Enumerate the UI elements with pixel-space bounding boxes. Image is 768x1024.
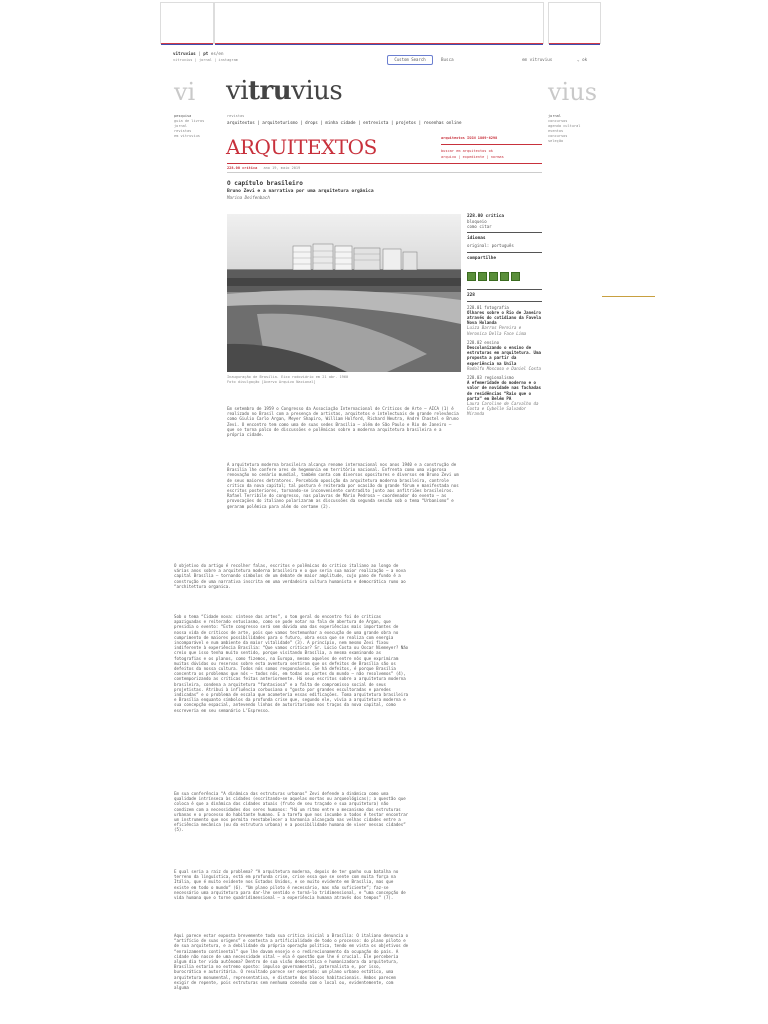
share-facebook-icon[interactable] bbox=[467, 272, 476, 281]
sidebar-issue-heading[interactable]: 228.00 crítica bbox=[467, 214, 505, 219]
related-title-2[interactable]: Descolonizando o ensino de estruturas em arquitetura. Uma proposta a partir da experiência na Unila bbox=[467, 345, 541, 366]
article-subtitle: Bruno Zevi e a narrativa por uma arquitetura orgânica bbox=[227, 189, 374, 194]
related-authors-1: Luiza Barros Pereira e Veronica Della Face Lima bbox=[467, 325, 527, 336]
ad-banner-center[interactable] bbox=[214, 2, 544, 44]
share-icons bbox=[467, 266, 542, 285]
article-sidebar bbox=[467, 214, 542, 417]
sidebar-issue-line-2[interactable]: como citar bbox=[467, 224, 492, 230]
ad-banner-left[interactable] bbox=[160, 2, 214, 44]
sidebar-idiomas-text[interactable]: original: português bbox=[467, 243, 514, 249]
arquitextos-issn: arquitextos ISSN 1809-6298 bbox=[441, 136, 498, 140]
sidebar-share-heading: compartilhe bbox=[467, 255, 497, 261]
revistas-label: revistas bbox=[227, 114, 245, 118]
article-paragraph-5: Em sua conferência “A dinâmica das estruturas urbanas” Zevi defende a dinâmica como uma qualidade intrínseca às cidades (escritando-se aquelas mortas ou arqueológicas); a questão que coloca é que a dinâmica das cidades atuais (fruto de seu traçado e sua arquitetura) não condizem com a necessidades dos seres humanos: “Há um ritmo entre o mecanismo das estruturas urbanas e o processo do habitante humano. E a tarefa que nos incumbe a todos é testar encontrar um instrumento que nos permita reestabelecer a harmonia alcançada nas velhas cidades entre a eficiência mecânica (ou da estrutura urbana) e a possibilidade humana de viver nessas cidades” (5). bbox=[174, 791, 409, 833]
search-scope-select[interactable]: em vitruvius bbox=[522, 57, 553, 62]
share-email-icon[interactable] bbox=[489, 272, 498, 281]
left-nav-pesquisa[interactable]: pesquisa bbox=[174, 114, 192, 118]
issue-date: ano 19, maio 2019 bbox=[263, 166, 301, 170]
related-tag-2[interactable]: 228.02 ensino bbox=[467, 339, 500, 345]
related-title-1[interactable]: Olhares sobre o Rio de Janeiro através do cotidiano da Favela Nova Holanda bbox=[467, 309, 541, 326]
article-paragraph-4: Sob o tema “Cidade nova: síntese das artes”, o tom geral do encontro foi de críticas apaziguadas e reiterado entusiasmo, como se pode notar na fala de abertura de Argan, que presidia o evento: “Este congresso será sem dúvida uma das experiências mais importantes de nossa vida de críticos de arte, pois que vamos testemunhar a execução de uma grande obra no cumprimento de maiores possibilidades para o futuro, obra essa que se realiza com energia incomparável e num ambiente da maior vitalidade” (3). A princípio, nem mesmo Zevi fixou indiferente à experiência Brasília: “Que vamos criticar? Sr. Lúcio Costa ou Oscar Niemeyer? Não creio que isso tenha muito sentido, porque visitando Brasília, a mesma examinando as fotografias e os planos, como fizemos, na Europa, mesmo aqueles de entre nós que exprimiram muitas dúvidas ou reservas sobre esta aventura sentiram que os defeitos de Brasília são os defeitos da nossa cultura. Todos nós somos responsáveis. Se há defeitos, é porque Brasília concentra os problemas que nós – todos nós, em todas as partes do mundo – não resolvemos” (4), contemporizando as críticas feitas anteriormente. Há seus escritos sobre a arquitetura moderna brasileira, condena a arquitetura “fantasiosa” e a falta de compromisso social de seus projetistas. Atribuí à influência corbusiana o “gosto por grandes escultoradas e paredes indicadas” e o problema de escala que acometeria essas edificações. Toma arquitetura brasileira e Brasília enquanto símbolos da profunda crise que, segundo ele, vivia a arquitetura moderna e sua concepção espacial, antevendo linhas de autoritarismo nos traços da nova capital, como escreveria em seu semanário L’Espresso. bbox=[174, 614, 409, 713]
ad-banner-right[interactable] bbox=[548, 2, 601, 44]
brasilia-photo-illustration bbox=[227, 214, 461, 372]
arquitextos-links[interactable]: arquivo | expediente | normas bbox=[441, 155, 504, 159]
left-nav bbox=[174, 114, 204, 139]
lang-alt-link[interactable]: es/en bbox=[210, 51, 224, 56]
chevron-down-icon: ⌄ bbox=[577, 57, 580, 62]
share-print-icon[interactable] bbox=[500, 272, 509, 281]
sidebar-idiomas-heading: idiomas bbox=[467, 236, 486, 242]
right-nav-concursos-2[interactable]: concursos bbox=[548, 134, 568, 138]
right-nav-jornal[interactable]: jornal bbox=[548, 114, 561, 118]
site-lang-bar bbox=[173, 51, 223, 57]
arquitextos-logo[interactable]: ARQUITEXTOS bbox=[226, 135, 377, 159]
lang-separator: | bbox=[195, 51, 204, 56]
left-nav-jornal[interactable]: jornal bbox=[174, 124, 187, 128]
left-nav-revistas[interactable]: revistas bbox=[174, 129, 192, 133]
revistas-links[interactable]: arquitextos | arquiteturismo | drops | minha cidade | entrevista | projetos | resenhas online bbox=[227, 120, 462, 125]
photo-caption: Inauguração de Brasília. Eixo rodoviário em 21 abr. 1960 bbox=[227, 375, 349, 379]
related-authors-3: Laura Caroline de Carvalho da Costa e Cybelle Salvador Miranda bbox=[467, 401, 539, 417]
issue-number[interactable]: 228.00 crítica bbox=[227, 166, 258, 170]
related-title-3[interactable]: A efemeridade do moderno e o valor de novidade nas fachadas de residências “Raio que o parta” em Belém PA bbox=[467, 380, 541, 401]
right-nav-concursos[interactable]: concursos bbox=[548, 119, 568, 123]
article-photo[interactable] bbox=[227, 214, 461, 372]
article-paragraph-6: E qual seria a raiz do problema? “A arquitetura moderna, depois de ter ganho sua batalha no terreno da linguística, está em profunda crise, crise essa que se sente com muita força na Itália, que é muito evidente nos Estados Unidos, e se muito evidente em Brasília, mas que existe em todo o mundo” (6). “Um plano piloto é necessário, mas não suficiente”; faz-se necessário uma arquitetura para dar-lhe sentido e torná-lo tridimensional, e “uma concepção de vida humana que o torne quadridimensional – a experiência humana através dos tempos” (7). bbox=[174, 869, 406, 901]
lang-pt-link[interactable]: pt bbox=[203, 51, 209, 56]
article-paragraph-2: A arquitetura moderna brasileira alcança renome internacional nos anos 1940 e a construção de Brasília lhe confere ares de hegemonia em território nacional. Enfrenta como uma vigorosa renovação no cenário mundial, também conta com diversos opositores e diversos em Bruno Zevi um de seus maiores detratores. Percebido oposição da arquitetura moderna brasileira, controle crítico da nova capital; tal postura é reiterada por ocasião do grande fórum e manifestada nos escritos posteriores, tornando-se inconveniente contradito junto aos anfitriões brasileiros. Rafael Terribile do congresso, nas palavras de Mário Pedrosa – coordenador do evento – as provocações do italiano polarizaram as discussões da segunda sessão sob o tema “Urbanismo” e geraram polêmica para além do certame (2). bbox=[227, 462, 459, 509]
vitruvius-logo[interactable]: vitruvius bbox=[226, 76, 343, 106]
sidebar-related-heading: 228 bbox=[467, 292, 475, 298]
related-tag-1[interactable]: 228.01 fotografia bbox=[467, 304, 509, 310]
related-authors-2: Rodolfo Moscoso e Daniel Costa bbox=[467, 365, 541, 371]
ghost-logo-right: vius bbox=[548, 78, 598, 106]
article-paragraph-7: Aqui parece estar exposta brevemente toda sua crítica inicial a Brasília: O italiano denuncia o “artifício de suas origens” e contesta a artificialidade de todo o processo: do plano piloto e de sua arquitetura, e a debilidade da própria operação política, tendo em vista os objetivos de “enraizamento continental” que lhe davam ensejo e o redirecionamento da ocupação do país. A cidade não nasce de uma necessidade vital – ela é questão que lhe é crucial. Ele perceberia algum dia ter vida autônoma? Dentro de sua visão democrática e humanizadora da arquitetura, Brasília estaria no extremo oposto: impulso governamental, paternalista e, por isso, burocrática e autoritária. O resultado parece ser esperado: um plano urbano estático, uma arquitetura monumental, representativa, e distante dos blocos habitacionais. Ambos parecem exigir de repente, pois estruturas sem nenhuma conexão com o local ou, evidentemente, com alguma bbox=[174, 933, 409, 991]
issue-line bbox=[227, 166, 300, 171]
article-paragraph-1: Em setembro de 1959 o Congresso da Associação Internacional de Críticos de Arte – AICA (1) é realizado no Brasil com a presença de artistas, arquitetos e intelectuais de grande relevância como Giulio Carlo Argan, Meyer Shapiro, William Holford, Richard Neutra, André Chastel e Bruno Zevi. O encontro tem como uma de suas sedes Brasília – além de São Paulo e Rio de Janeiro – que se torna palco de discussões e polêmicas sobre a moderna arquitetura brasileira e a própria cidade. bbox=[227, 406, 459, 438]
left-nav-guia[interactable]: guia de livros bbox=[174, 119, 205, 123]
custom-search-button[interactable]: Custom Search bbox=[387, 55, 433, 65]
article-paragraph-3: O objetivo do artigo é recolher falas, escritos e polêmicas do crítico italiano ao longo de várias anos sobre a arquitetura moderna brasileira e o que seria sua maior realização – a nova capital Brasília – tornando símbolos de um debate de maior amplitude, cujo pano de fundo é a construção de uma narrativa inscrita em uma verdadeira cultura humanista e democrática rumo ao “architettura organica. bbox=[174, 563, 406, 589]
site-name-link[interactable]: vitruvius bbox=[173, 51, 196, 56]
right-nav-selecao[interactable]: seleção bbox=[548, 139, 564, 143]
sidebar-issue-line-1[interactable]: bloqueio bbox=[467, 219, 487, 224]
subnav-links[interactable]: vitruvius | jornal | instagram bbox=[173, 58, 238, 62]
left-nav-em-vitruvius[interactable]: em vitruvius bbox=[174, 134, 200, 138]
share-more-icon[interactable] bbox=[511, 272, 520, 281]
right-nav-eventos[interactable]: eventos bbox=[548, 129, 564, 133]
search-ok-button[interactable]: ⌄ ok bbox=[577, 57, 588, 62]
article-author[interactable]: Marina Deifenbach bbox=[227, 195, 270, 200]
right-accent-line bbox=[602, 296, 655, 297]
search-label[interactable]: Busca bbox=[441, 57, 454, 62]
photo-credit: Foto divulgação [Acervo Arquivo Nacional] bbox=[227, 380, 316, 384]
article-title: O capítulo brasileiro bbox=[227, 180, 303, 187]
right-nav-agenda[interactable]: agenda cultural bbox=[548, 124, 581, 128]
share-twitter-icon[interactable] bbox=[478, 272, 487, 281]
right-nav bbox=[548, 114, 580, 144]
ghost-logo-left: vi bbox=[174, 78, 196, 106]
related-tag-3[interactable]: 228.03 regionalismo bbox=[467, 375, 514, 381]
arquitextos-search[interactable]: buscar em arquitextos ok bbox=[441, 149, 493, 153]
